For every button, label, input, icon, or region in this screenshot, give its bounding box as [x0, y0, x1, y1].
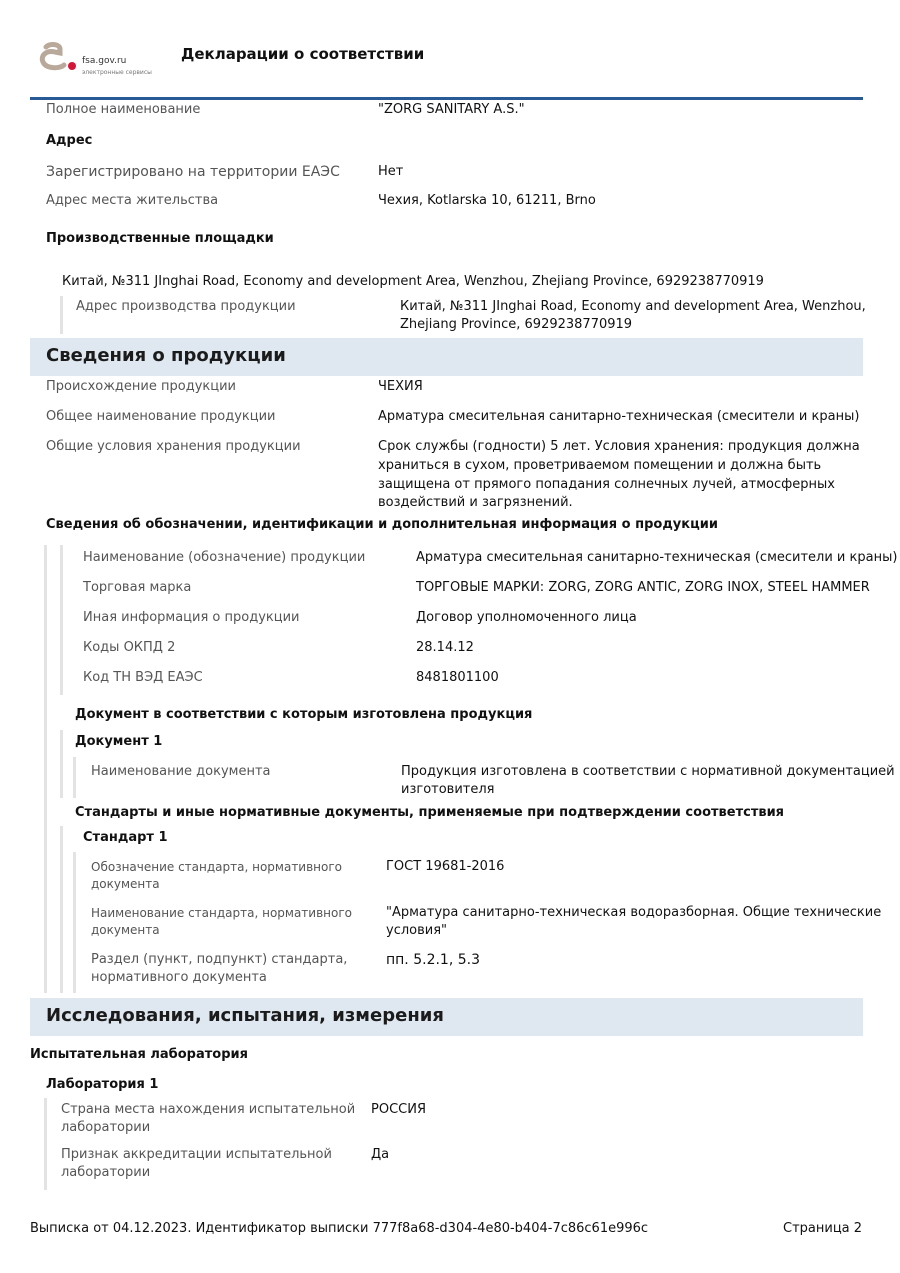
id-row-okpd-label: Коды ОКПД 2	[83, 640, 176, 655]
product-section-title: Сведения о продукции	[46, 345, 286, 366]
identification-heading: Сведения об обозначении, идентификации и дополнительная информация о продукции	[46, 517, 718, 532]
storage-value-2: храниться в сухом, проветриваемом помещении и должна быть	[378, 458, 822, 473]
storage-value-3: защищена от прямого попадания солнечных лучей, атмосферных	[378, 477, 835, 492]
id-row-brand-label: Торговая марка	[83, 580, 192, 595]
standard-name-value-1: "Арматура санитарно-техническая водоразборная. Общие технические	[386, 905, 882, 920]
document-name-value-1: Продукция изготовлена в соответствии с нормативной документацией	[401, 764, 895, 779]
eaeu-label: Зарегистрировано на территории ЕАЭС	[46, 164, 340, 180]
document-name-label: Наименование документа	[91, 764, 271, 779]
id-row-brand-value: ТОРГОВЫЕ МАРКИ: ZORG, ZORG ANTIC, ZORG INOX, STEEL HAMMER	[416, 580, 870, 595]
lab-heading: Испытательная лаборатория	[30, 1047, 248, 1062]
fsa-logo-icon	[38, 38, 72, 72]
general-name-value: Арматура смесительная санитарно-техническая (смесители и краны)	[378, 409, 860, 424]
production-address-label: Адрес производства продукции	[76, 299, 296, 314]
standards-rail	[60, 826, 63, 993]
footer-page-number: Страница 2	[783, 1221, 863, 1236]
lab-rail	[44, 1098, 47, 1190]
research-section-title: Исследования, испытания, измерения	[46, 1005, 444, 1026]
lab-country-value: РОССИЯ	[371, 1102, 426, 1117]
production-site: Китай, №311 JInghai Road, Economy and development Area, Wenzhou, Zhejiang Province, 6929238770919	[62, 274, 764, 289]
production-heading: Производственные площадки	[46, 231, 274, 246]
document-heading: Документ в соответствии с которым изготовлена продукция	[75, 707, 533, 722]
lab-country-label-1: Страна места нахождения испытательной	[61, 1102, 356, 1117]
footer-extract: Выписка от 04.12.2023. Идентификатор выписки 777f8a68-d304-4e80-b404-7c86c61e996c	[30, 1221, 649, 1236]
standards-heading: Стандарты и иные нормативные документы, применяемые при подтверждении соответствия	[75, 805, 785, 820]
document-rail	[60, 730, 63, 798]
lab-country-label-2: лаборатории	[61, 1120, 151, 1135]
storage-label: Общие условия хранения продукции	[46, 439, 301, 454]
eaeu-value: Нет	[378, 164, 404, 179]
product-section-band	[30, 338, 863, 376]
standard-name-value-2: условия"	[386, 923, 448, 938]
production-address-value-1: Китай, №311 JInghai Road, Economy and development Area, Wenzhou,	[400, 299, 866, 314]
logo-dot	[68, 62, 76, 70]
id-row-info-label: Иная информация о продукции	[83, 610, 300, 625]
lab-accred-value: Да	[371, 1147, 390, 1162]
lab-accred-label-2: лаборатории	[61, 1165, 151, 1180]
origin-label: Происхождение продукции	[46, 379, 236, 394]
standard-inner-rail	[73, 852, 76, 993]
header-divider	[30, 97, 863, 100]
identification-rail-inner	[60, 545, 63, 695]
id-row-okpd-value: 28.14.12	[416, 640, 474, 655]
id-row-tnved-value: 8481801100	[416, 670, 499, 685]
residence-label: Адрес места жительства	[46, 193, 219, 208]
id-row-name-label: Наименование (обозначение) продукции	[83, 550, 366, 565]
id-row-info-value: Договор уполномоченного лица	[416, 610, 637, 625]
full-name-label: Полное наименование	[46, 102, 201, 117]
address-heading: Адрес	[46, 133, 93, 148]
document-sub: Документ 1	[75, 734, 163, 749]
origin-value: ЧЕХИЯ	[378, 379, 423, 394]
standard-sub: Стандарт 1	[83, 830, 168, 845]
section-value: пп. 5.2.1, 5.3	[386, 952, 480, 968]
production-address-value-2: Zhejiang Province, 6929238770919	[400, 317, 633, 332]
page-title: Декларации о соответствии	[181, 45, 425, 63]
id-row-tnved-label: Код ТН ВЭД ЕАЭС	[83, 670, 203, 685]
document-inner-rail	[73, 757, 76, 798]
storage-value-1: Срок службы (годности) 5 лет. Условия хранения: продукция должна	[378, 439, 860, 454]
production-rail	[60, 296, 63, 334]
standard-name-label-2: документа	[91, 923, 160, 937]
lab-accred-label-1: Признак аккредитации испытательной	[61, 1147, 332, 1162]
identification-rail-outer	[44, 545, 47, 993]
logo-sub-text: электронные сервисы	[82, 69, 152, 76]
id-row-name-value: Арматура смесительная санитарно-техническая (смесители и краны)	[416, 550, 898, 565]
section-label-2: нормативного документа	[91, 970, 267, 985]
storage-value-4: воздействий и загрязнений.	[378, 495, 573, 510]
logo-site-text: fsa.gov.ru	[82, 56, 127, 66]
designation-label-2: документа	[91, 877, 160, 891]
standard-name-label-1: Наименование стандарта, нормативного	[91, 906, 352, 920]
research-section-band	[30, 998, 863, 1036]
residence-value: Чехия, Kotlarska 10, 61211, Brno	[378, 193, 596, 208]
designation-label-1: Обозначение стандарта, нормативного	[91, 860, 343, 874]
designation-value: ГОСТ 19681-2016	[386, 859, 505, 874]
document-name-value-2: изготовителя	[401, 782, 495, 797]
general-name-label: Общее наименование продукции	[46, 409, 276, 424]
site-logo	[38, 38, 158, 82]
section-label-1: Раздел (пункт, подпункт) стандарта,	[91, 952, 348, 967]
lab-sub: Лаборатория 1	[46, 1077, 159, 1092]
full-name-value: "ZORG SANITARY A.S."	[378, 102, 525, 117]
